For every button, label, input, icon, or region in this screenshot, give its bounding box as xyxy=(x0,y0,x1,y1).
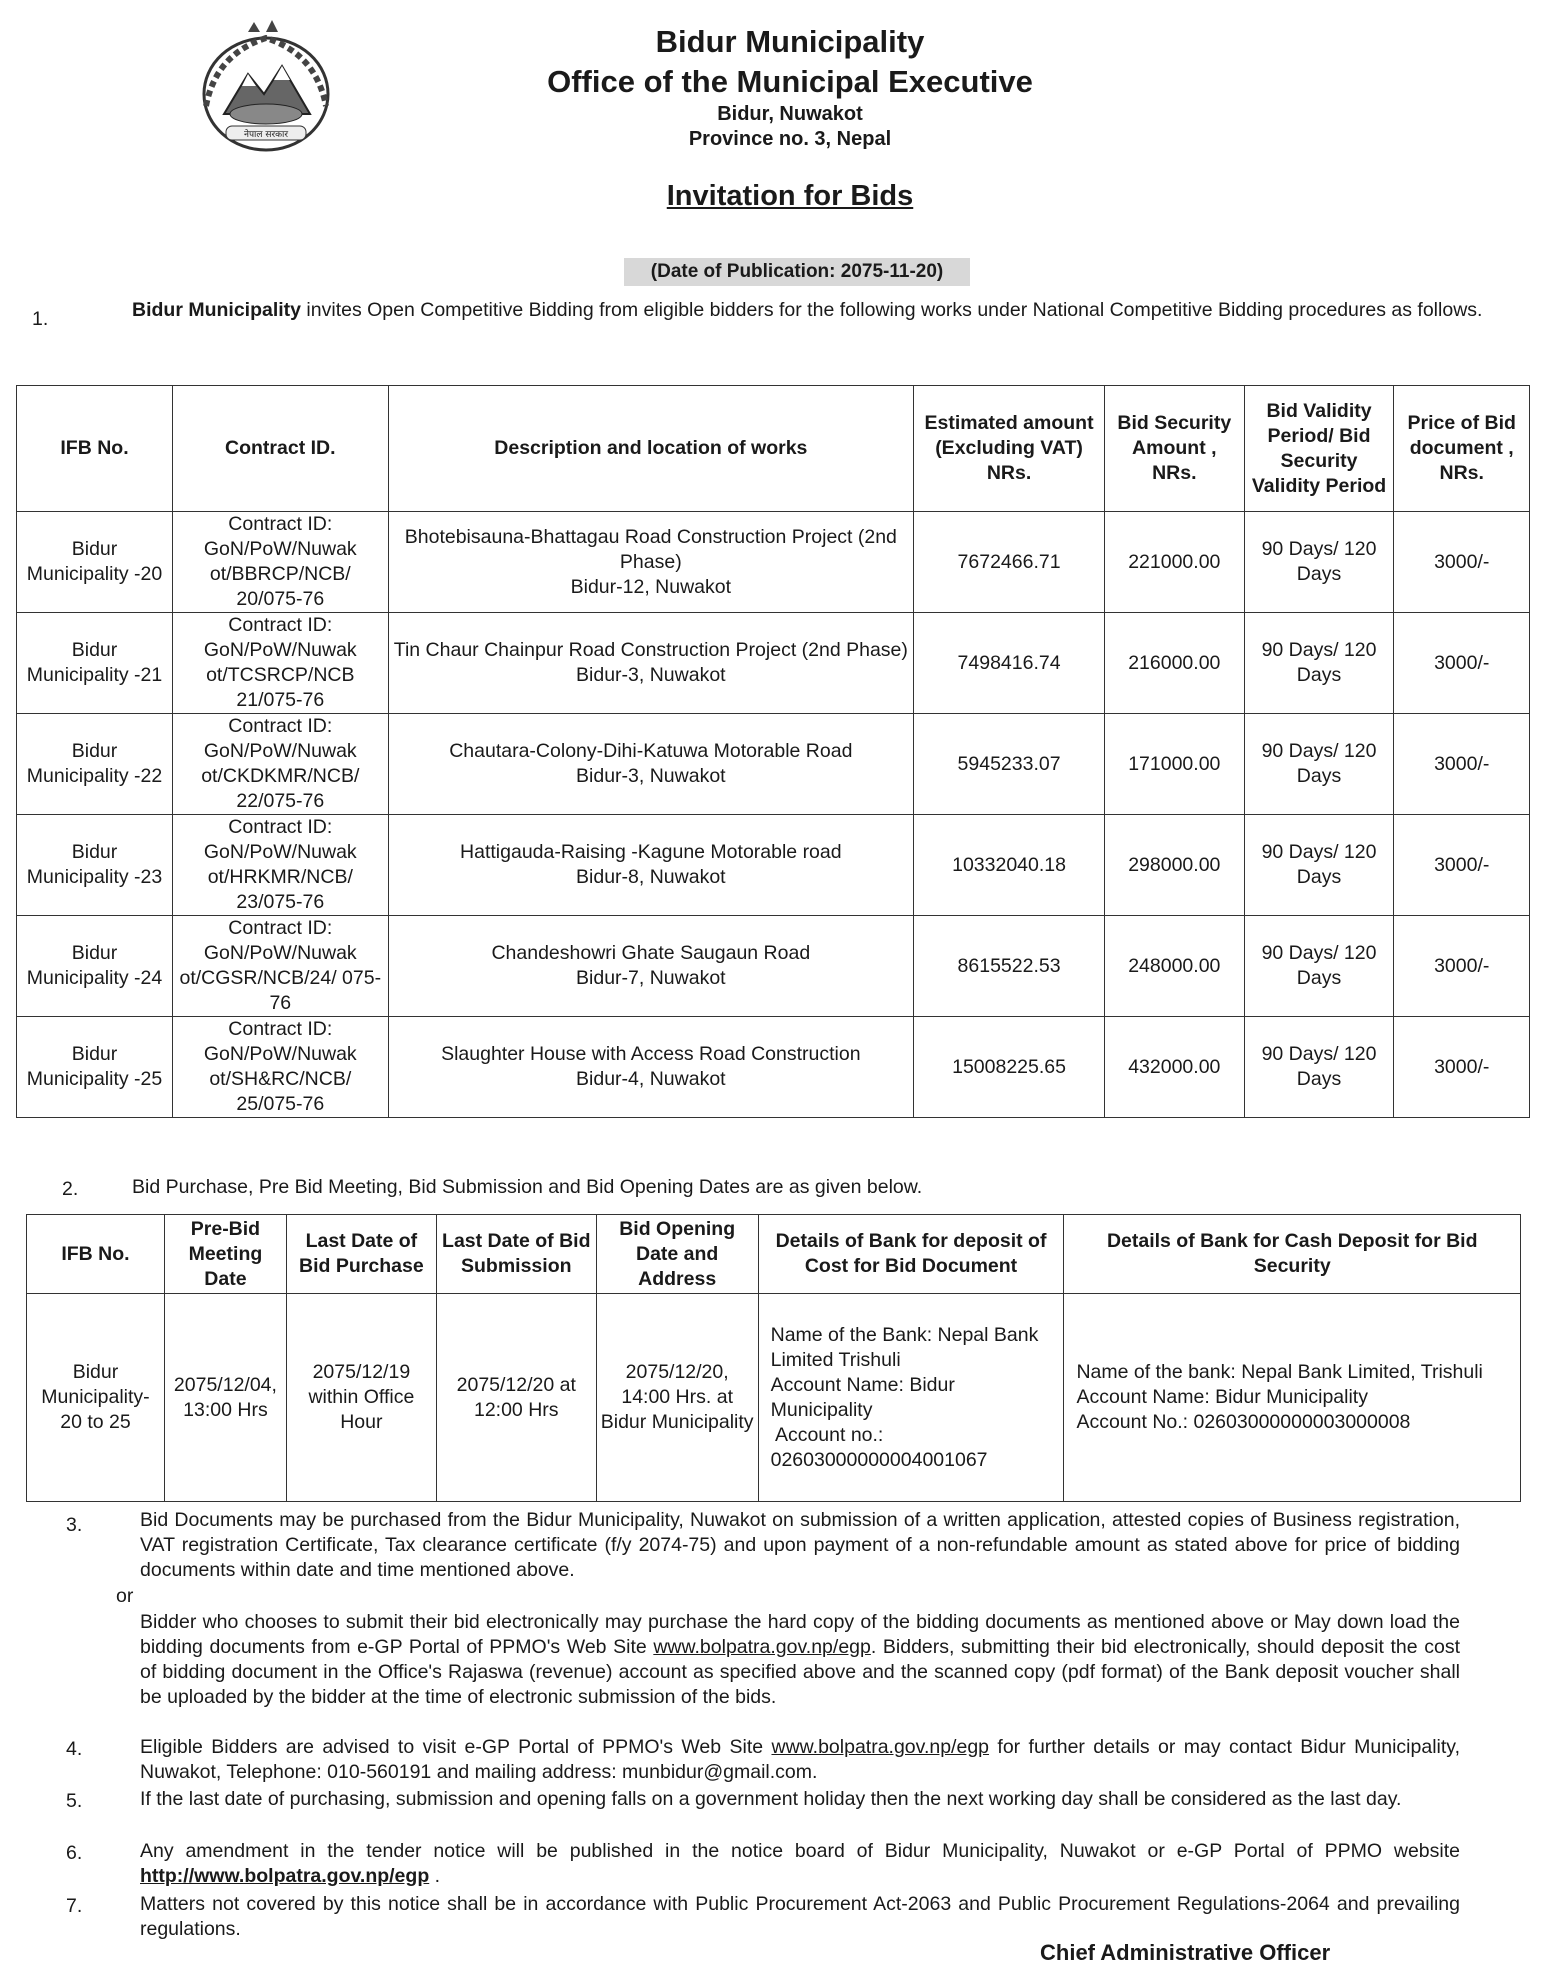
bolpatra-url-link[interactable]: http://www.bolpatra.gov.np/egp xyxy=(140,1865,430,1887)
work-title: Tin Chaur Chainpur Road Construction Project (2nd Phase) xyxy=(393,639,908,661)
col-estimated-amount: Estimated amount (Excluding VAT) NRs. xyxy=(914,386,1105,512)
dates-table-header xyxy=(27,1215,1521,1294)
col-purchase: Last Date of Bid Purchase xyxy=(286,1215,436,1294)
col-contract-id: Contract ID. xyxy=(173,386,389,512)
work-location: Bidur-3, Nuwakot xyxy=(576,765,726,787)
validity: 90 Days/ 120 Days xyxy=(1244,916,1394,1017)
item-number-5: 5. xyxy=(66,1790,83,1812)
work-description xyxy=(388,512,914,613)
item-number-2: 2. xyxy=(62,1178,79,1200)
item-4-pre: Eligible Bidders are advised to visit e-GP Portal of PPMO's Web Site xyxy=(140,1736,772,1758)
bid-security: 432000.00 xyxy=(1105,1017,1245,1118)
bid-security: 171000.00 xyxy=(1105,714,1245,815)
estimated-amount: 10332040.18 xyxy=(914,815,1105,916)
table-row xyxy=(17,916,1530,1017)
works-table xyxy=(16,385,1530,1118)
item-number-4: 4. xyxy=(66,1738,83,1760)
validity: 90 Days/ 120 Days xyxy=(1244,815,1394,916)
submission-date: 2075/12/20 at 12:00 Hrs xyxy=(436,1294,596,1502)
table-row xyxy=(17,512,1530,613)
bid-security: 298000.00 xyxy=(1105,815,1245,916)
item-4-text xyxy=(140,1735,1460,1785)
table-row xyxy=(17,714,1530,815)
emblem-text: नेपाल सरकार xyxy=(243,130,289,140)
municipality-name: Bidur Municipality xyxy=(655,24,925,59)
col-submission: Last Date of Bid Submission xyxy=(436,1215,596,1294)
work-description xyxy=(388,815,914,916)
ifb-no: Bidur Municipality -20 xyxy=(17,512,173,613)
col-ifb-no: IFB No. xyxy=(27,1215,165,1294)
price: 3000/- xyxy=(1394,714,1530,815)
bank-security-line: Account No.: 02603000000003000008 xyxy=(1076,1411,1411,1433)
item-3-text: Bid Documents may be purchased from the Bidur Municipality, Nuwakot on submission of a written application, attested copies of Business registration, VAT registration Certificate, Tax clearance certificate (f/y 2074-75) and upon payment of a non-refundable amount as stated above for price of bidding documents within date and time mentioned above. xyxy=(140,1509,1460,1581)
col-validity: Bid Validity Period/ Bid Security Validity Period xyxy=(1244,386,1394,512)
price: 3000/- xyxy=(1394,512,1530,613)
table-row xyxy=(17,815,1530,916)
price: 3000/- xyxy=(1394,1017,1530,1118)
estimated-amount: 7672466.71 xyxy=(914,512,1105,613)
intro-paragraph xyxy=(132,298,1530,323)
item-7-text: Matters not covered by this notice shall be in accordance with Public Procurement Act-2063 and Public Procurement Regulations-2064 and prevailing regulations. xyxy=(140,1893,1460,1940)
contract-id: Contract ID: GoN/PoW/Nuwak ot/CGSR/NCB/24/ 075-76 xyxy=(173,916,389,1017)
work-title: Hattigauda-Raising -Kagune Motorable road xyxy=(460,841,842,863)
bid-security: 248000.00 xyxy=(1105,916,1245,1017)
contract-id: Contract ID: GoN/PoW/Nuwak ot/BBRCP/NCB/ 20/075-76 xyxy=(173,512,389,613)
ifb-no: Bidur Municipality -21 xyxy=(17,613,173,714)
work-title: Slaughter House with Access Road Construction xyxy=(441,1043,861,1065)
work-location: Bidur-3, Nuwakot xyxy=(576,664,726,686)
estimated-amount: 7498416.74 xyxy=(914,613,1105,714)
or-label: or xyxy=(116,1585,134,1607)
bid-security: 221000.00 xyxy=(1105,512,1245,613)
table-row xyxy=(27,1294,1521,1502)
intro-org: Bidur Municipality xyxy=(132,299,302,321)
table-row xyxy=(17,613,1530,714)
col-description: Description and location of works xyxy=(388,386,914,512)
work-location: Bidur-8, Nuwakot xyxy=(576,866,726,888)
contract-id: Contract ID: GoN/PoW/Nuwak ot/CKDKMR/NCB/ 22/075-76 xyxy=(173,714,389,815)
work-description xyxy=(388,916,914,1017)
bolpatra-link[interactable]: www.bolpatra.gov.np/egp xyxy=(771,1736,990,1758)
item-6-post: . xyxy=(429,1865,441,1887)
item-4-post: for further details or may contact Bidur Municipality, Nuwakot, Telephone: 010-560191 and mailing address: munbidur@gmail.com. xyxy=(140,1736,1460,1783)
col-ifb-no: IFB No. xyxy=(17,386,173,512)
col-price: Price of Bid document , NRs. xyxy=(1394,386,1530,512)
ifb-no: Bidur Municipality -23 xyxy=(17,815,173,916)
item-6-text xyxy=(140,1839,1460,1889)
validity: 90 Days/ 120 Days xyxy=(1244,613,1394,714)
opening-date: 2075/12/20, 14:00 Hrs. at Bidur Municipality xyxy=(596,1294,758,1502)
ifb-no: Bidur Municipality -22 xyxy=(17,714,173,815)
work-description xyxy=(388,714,914,815)
price: 3000/- xyxy=(1394,613,1530,714)
item-number-7: 7. xyxy=(66,1895,83,1917)
work-location: Bidur-4, Nuwakot xyxy=(576,1068,726,1090)
work-title: Bhotebisauna-Bhattagau Road Construction Project (2nd Phase) xyxy=(404,525,897,573)
price: 3000/- xyxy=(1394,916,1530,1017)
province: Province no. 3, Nepal xyxy=(688,128,892,150)
col-bank-doc: Details of Bank for deposit of Cost for Bid Document xyxy=(758,1215,1064,1294)
ifb-no: Bidur Municipality- 20 to 25 xyxy=(27,1294,165,1502)
work-description xyxy=(388,1017,914,1118)
item-number-3: 3. xyxy=(66,1514,83,1536)
col-bid-security: Bid Security Amount , NRs. xyxy=(1105,386,1245,512)
bank-doc-line: 02603000000004001067 xyxy=(770,1448,988,1471)
validity: 90 Days/ 120 Days xyxy=(1244,512,1394,613)
work-location: Bidur-12, Nuwakot xyxy=(570,575,732,598)
page-title: Invitation for Bids xyxy=(666,180,914,212)
contract-id: Contract ID: GoN/PoW/Nuwak ot/SH&RC/NCB/ 25/075-76 xyxy=(173,1017,389,1118)
item-3b-text xyxy=(140,1610,1460,1710)
work-location: Bidur-7, Nuwakot xyxy=(576,967,726,989)
publication-date: (Date of Publication: 2075-11-20) xyxy=(624,258,970,286)
prebid-date: 2075/12/04, 13:00 Hrs xyxy=(164,1294,286,1502)
address: Bidur, Nuwakot xyxy=(717,103,863,125)
item-3b-pre: Bidder who chooses to submit their bid electronically may purchase the hard copy of the bidding documents as mentioned above or May down load the bidding documents from e-GP Portal of PPMO's Web Site xyxy=(140,1611,1460,1658)
bolpatra-link[interactable]: www.bolpatra.gov.np/egp xyxy=(653,1636,871,1658)
office-name: Office of the Municipal Executive xyxy=(547,64,1033,99)
intro-text: invites Open Competitive Bidding from eligible bidders for the following works under National Competitive Bidding procedures as follows. xyxy=(301,299,1483,321)
table-row xyxy=(17,1017,1530,1118)
work-title: Chandeshowri Ghate Saugaun Road xyxy=(491,942,811,964)
signature-title: Chief Administrative Officer xyxy=(1040,1940,1331,1965)
work-description xyxy=(388,613,914,714)
price: 3000/- xyxy=(1394,815,1530,916)
validity: 90 Days/ 120 Days xyxy=(1244,714,1394,815)
work-title: Chautara-Colony-Dihi-Katuwa Motorable Road xyxy=(449,740,853,762)
bank-doc-line: Account Name: Bidur Municipality xyxy=(770,1373,955,1421)
col-prebid: Pre-Bid Meeting Date xyxy=(164,1215,286,1294)
bank-security-line: Name of the bank: Nepal Bank Limited, Trishuli xyxy=(1076,1361,1483,1383)
estimated-amount: 15008225.65 xyxy=(914,1017,1105,1118)
contract-id: Contract ID: GoN/PoW/Nuwak ot/TCSRCP/NCB 21/075-76 xyxy=(173,613,389,714)
estimated-amount: 5945233.07 xyxy=(914,714,1105,815)
purchase-date: 2075/12/19 within Office Hour xyxy=(286,1294,436,1502)
bank-doc-details xyxy=(758,1294,1064,1502)
validity: 90 Days/ 120 Days xyxy=(1244,1017,1394,1118)
ifb-no: Bidur Municipality -25 xyxy=(17,1017,173,1118)
works-table-header xyxy=(17,386,1530,512)
ifb-no: Bidur Municipality -24 xyxy=(17,916,173,1017)
bank-doc-line: Account no.: xyxy=(770,1423,884,1446)
bank-security-line: Account Name: Bidur Municipality xyxy=(1076,1386,1368,1408)
col-bank-security: Details of Bank for Cash Deposit for Bid Security xyxy=(1064,1215,1521,1294)
item-5-text: If the last date of purchasing, submission and opening falls on a government holiday then the next working day shall be considered as the last day. xyxy=(140,1788,1402,1810)
item-number-1: 1. xyxy=(32,308,49,330)
bid-security: 216000.00 xyxy=(1105,613,1245,714)
contract-id: Contract ID: GoN/PoW/Nuwak ot/HRKMR/NCB/ 23/075-76 xyxy=(173,815,389,916)
section2-text: Bid Purchase, Pre Bid Meeting, Bid Submission and Bid Opening Dates are as given below. xyxy=(132,1176,923,1198)
col-opening: Bid Opening Date and Address xyxy=(596,1215,758,1294)
item-6-pre: Any amendment in the tender notice will be published in the notice board of Bidur Municipality, Nuwakot or e-GP Portal of PPMO website xyxy=(140,1840,1460,1862)
dates-table xyxy=(26,1214,1521,1502)
bank-doc-line: Name of the Bank: Nepal Bank Limited Trishuli xyxy=(770,1323,1039,1371)
item-number-6: 6. xyxy=(66,1842,83,1864)
item-3b-post: . Bidders, submitting their bid electronically, should deposit the cost of bidding document in the Office's Rajaswa (revenue) account as specified above and the scanned copy (pdf format) of the Bank deposit voucher shall be uploaded by the bidder at the time of electronic submission of the bids. xyxy=(140,1636,1460,1708)
estimated-amount: 8615522.53 xyxy=(914,916,1105,1017)
nepal-emblem-icon xyxy=(186,14,346,164)
bank-security-details xyxy=(1064,1294,1521,1502)
